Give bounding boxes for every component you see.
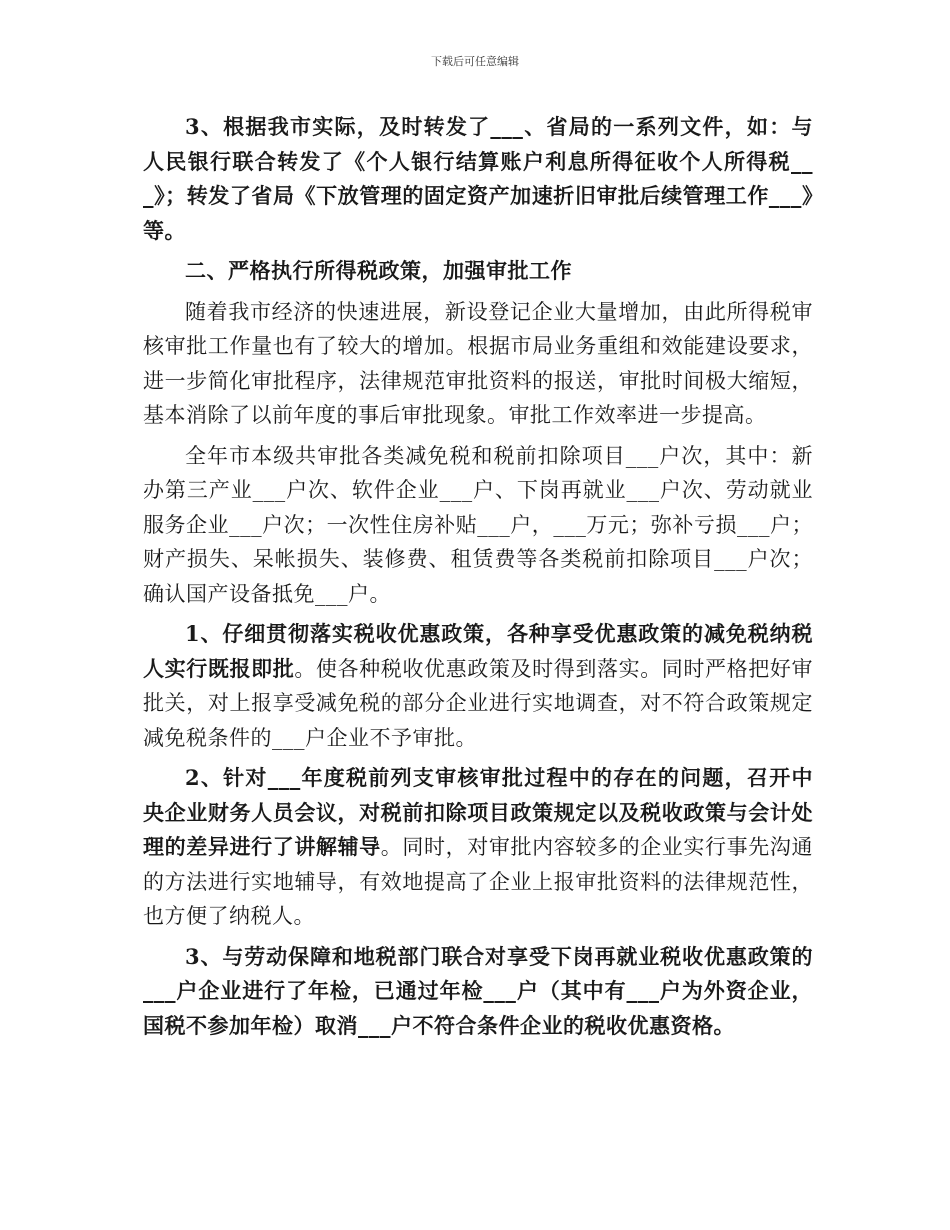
- paragraph-pretax-review: [143, 761, 813, 934]
- paragraph-tax-preference-lead: 1、仔细贯彻落实税收优惠政策，各种享受优惠政策的减免税纳税人实行既报即批: [143, 621, 813, 681]
- paragraph-tax-preference: [143, 617, 813, 755]
- paragraph-approval-workload: 随着我市经济的快速进展，新设登记企业大量增加，由此所得税审核审批工作量也有了较大的增加。根据市局业务重组和效能建设要求，进一步简化审批程序，法律规范审批资料的报送，审批时间极大缩短，基本消除了以前年度的事后审批现象。审批工作效率进一步提高。: [143, 299, 813, 427]
- document-body: [143, 110, 813, 1049]
- paragraph-pretax-review-lead: 2、针对___年度税前列支审核审批过程中的存在的问题，召开中央企业财务人员会议，对税前扣除项目政策规定以及税收政策与会计处理的差异进行了讲解辅导: [143, 765, 813, 859]
- paragraph-forwarded-documents: 3、根据我市实际，及时转发了___、省局的一系列文件，如：与人民银行联合转发了《个人银行结算账户利息所得征收个人所得税___》；转发了省局《下放管理的固定资产加速折旧审批后续管理工作___》等。: [143, 114, 813, 243]
- page-header: 下载后可任意编辑: [431, 55, 519, 68]
- paragraph-approval-statistics: 全年市本级共审批各类减免税和税前扣除项目___户次，其中：新办第三产业___户次、软件企业___户、下岗再就业___户次、劳动就业服务企业___户次；一次性住房补贴___户，___万元；弥补亏损___户；财产损失、呆帐损失、装修费、租赁费等各类税前扣除项目___户次；确认国产设备抵免___户。: [143, 443, 813, 606]
- section-heading: 二、严格执行所得税政策，加强审批工作: [185, 258, 572, 283]
- paragraph-pretax-review-body: 。同时，对审批内容较多的企业实行事先沟通的方法进行实地辅导，有效地提高了企业上报审批资料的法律规范性，也方便了纳税人。: [143, 835, 814, 928]
- paragraph-tax-preference-body: 。使各种税收优惠政策及时得到落实。同时严格把好审批关，对上报享受减免税的部分企业进行实地调查，对不符合政策规定减免税条件的___户企业不予审批。: [143, 656, 814, 750]
- paragraph-annual-inspection: 3、与劳动保障和地税部门联合对享受下岗再就业税收优惠政策的___户企业进行了年检，已通过年检___户（其中有___户为外资企业，国税不参加年检）取消___户不符合条件企业的税收优惠资格。: [143, 943, 813, 1038]
